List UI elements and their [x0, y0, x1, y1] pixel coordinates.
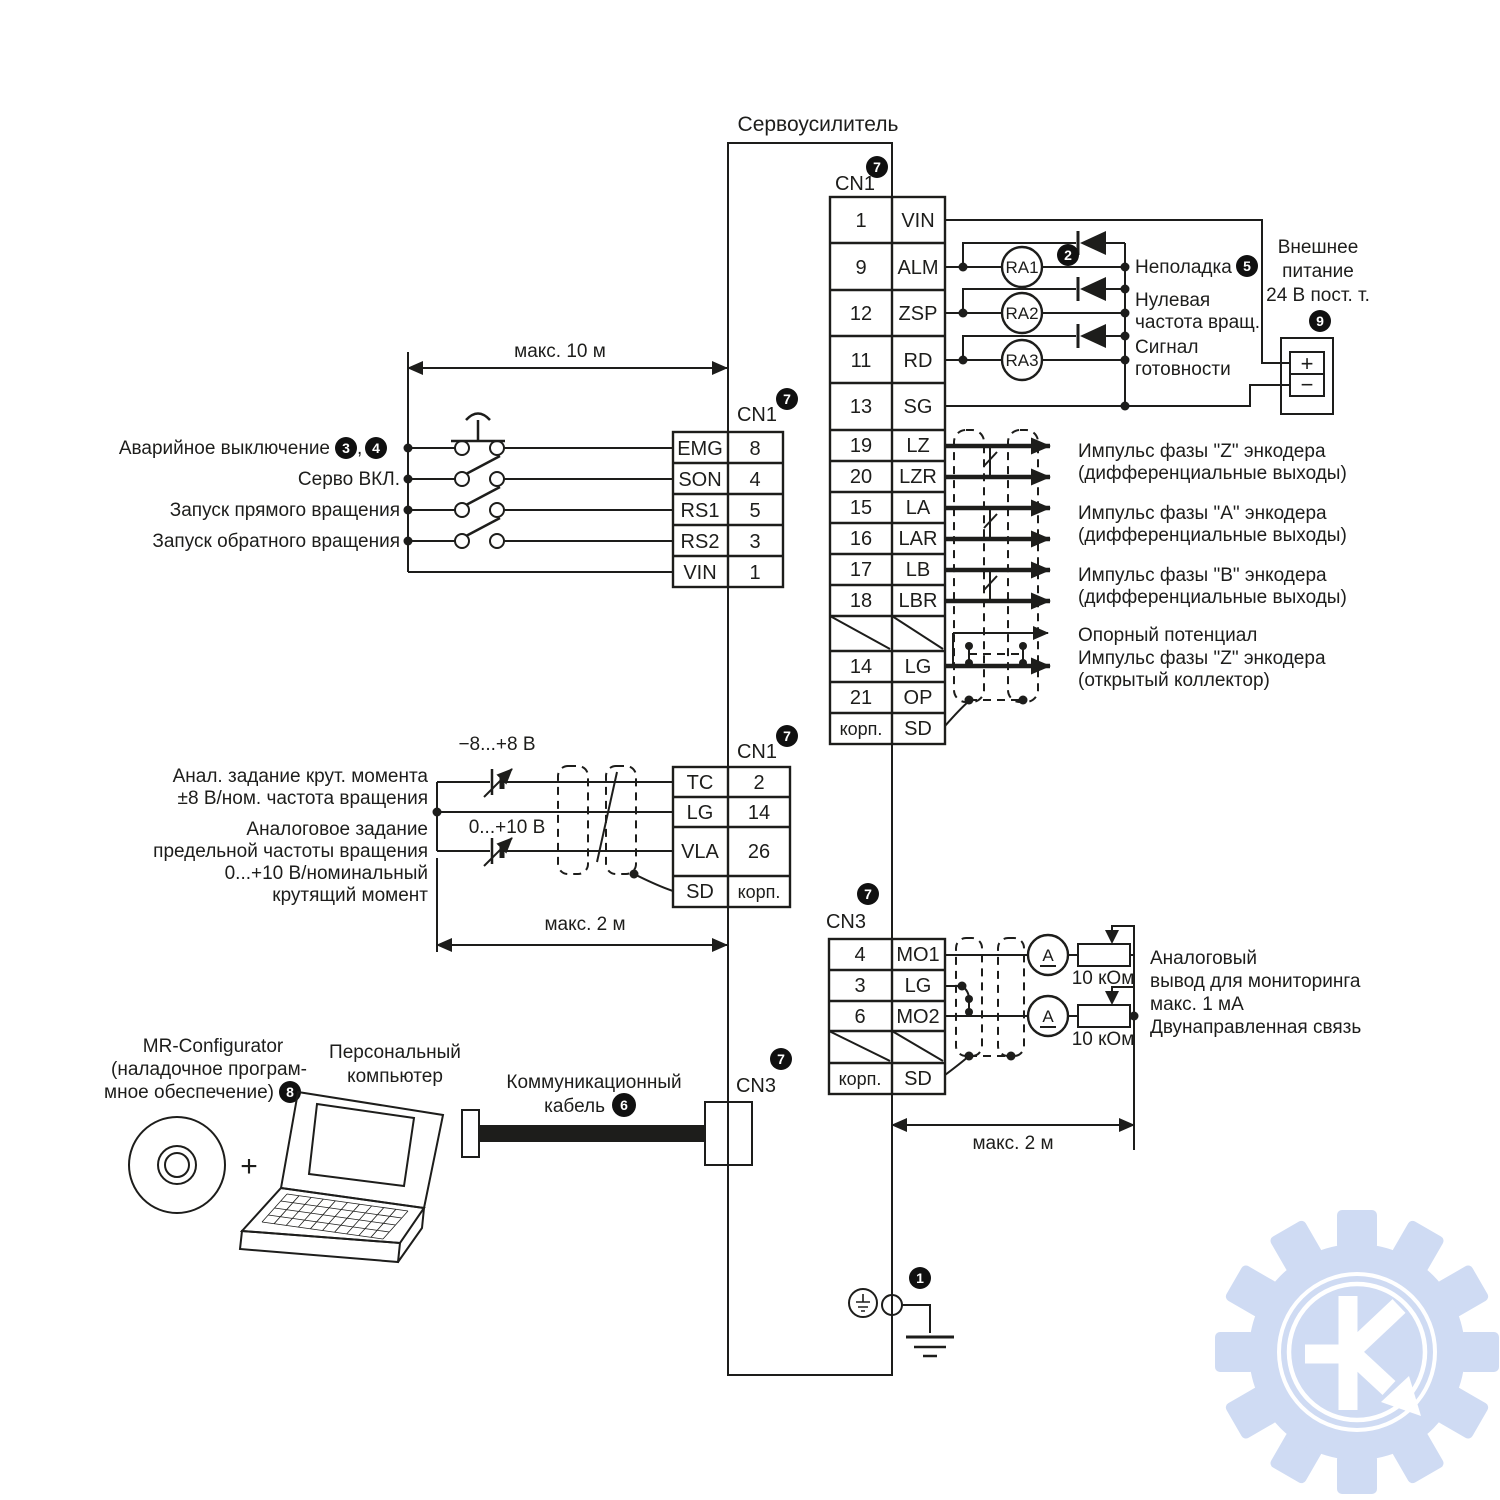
- personal-computer-label2: компьютер: [347, 1066, 443, 1087]
- analog-in-label2: ±8 В/ном. частота вращения: [177, 788, 428, 809]
- monitor-label1: Аналоговый: [1150, 948, 1258, 969]
- analog-input-section: [153, 734, 727, 952]
- signal: LZ: [906, 435, 930, 457]
- relay-ra2-label: RA2: [1005, 304, 1039, 323]
- signal: VLA: [681, 841, 719, 863]
- communication-cable: [479, 1125, 705, 1142]
- analog-in-label6: крутящий момент: [272, 885, 428, 906]
- cn1-mid-label: CN1: [736, 741, 778, 763]
- wiper-arrow: [1105, 930, 1119, 944]
- minus-terminal: −: [1300, 372, 1314, 397]
- servo-amplifier-title: Сервоусилитель: [737, 113, 899, 136]
- pin: 9: [855, 257, 867, 279]
- resistor-10k-icon: [1078, 1005, 1130, 1027]
- diode-icon: [1080, 324, 1106, 348]
- torque-range-label: −8...+8 В: [458, 734, 536, 755]
- pin: 13: [849, 396, 873, 418]
- comm-cable-label2: кабель: [544, 1096, 605, 1117]
- encoder-b-label: Импульс фазы "B" энкодера: [1078, 565, 1327, 586]
- analog-in-label5: 0...+10 В/номинальный: [224, 863, 428, 884]
- mr-configurator-label: MR-Configurator: [142, 1036, 284, 1057]
- signal: SD: [686, 881, 714, 903]
- pin: 19: [849, 435, 873, 457]
- pin: 15: [849, 497, 873, 519]
- pin: 17: [849, 559, 873, 581]
- ref-potential-label: Опорный потенциал: [1078, 625, 1258, 646]
- pin: 4: [749, 469, 761, 491]
- diode-icon: [1080, 231, 1106, 255]
- badge-7: 7: [783, 728, 791, 744]
- ready-label2: готовности: [1135, 359, 1231, 380]
- pin: корп.: [839, 719, 883, 739]
- external-power-supply: [1266, 237, 1370, 414]
- cable-plug-left: [462, 1110, 479, 1157]
- signal: MO2: [896, 1006, 940, 1028]
- cn1-left-label: CN1: [736, 404, 778, 426]
- analog-in-label1: Анал. задание крут. момента: [172, 766, 428, 787]
- cn1-mid-table: [673, 725, 798, 907]
- servo-on-switch-icon: [408, 456, 673, 486]
- signal: LG: [686, 802, 714, 824]
- signal: LG: [904, 656, 932, 678]
- reverse-run-switch-icon: [408, 518, 673, 548]
- open-collector-label2: (открытый коллектор): [1078, 670, 1270, 691]
- encoder-output-section: [945, 430, 1347, 726]
- pin: 14: [747, 802, 771, 824]
- reverse-run-label: Запуск обратного вращения: [152, 531, 400, 552]
- pin: 3: [854, 975, 866, 997]
- comm-cable-label1: Коммуникационный: [506, 1072, 682, 1093]
- analog-in-label4: предельной частоты вращения: [153, 841, 428, 862]
- estop-label: Аварийное выключение: [118, 438, 330, 459]
- pin: 2: [753, 772, 765, 794]
- pin: 12: [849, 303, 873, 325]
- cn1-left-table: [673, 388, 798, 587]
- ext-power-label1: Внешнее: [1277, 237, 1359, 258]
- encoder-b-label2: (дифференциальные выходы): [1078, 587, 1347, 608]
- pin: 20: [849, 466, 873, 488]
- cn3-table-label: CN3: [825, 911, 867, 933]
- wiper-arrow: [1105, 991, 1119, 1005]
- signal: LG: [904, 975, 932, 997]
- encoder-z-label: Импульс фазы "Z" энкодера: [1078, 441, 1326, 462]
- signal: LA: [905, 497, 931, 519]
- signal: SD: [904, 718, 932, 740]
- pin: 1: [749, 562, 761, 584]
- signal: RS1: [680, 500, 720, 522]
- badge-9: 9: [1316, 313, 1324, 329]
- plus-sign: +: [240, 1150, 258, 1183]
- ammeter-letter: A: [1042, 1007, 1054, 1026]
- earth-ground-icon: [906, 1337, 954, 1356]
- fault-label: Неполадка: [1135, 257, 1232, 278]
- pin: 8: [749, 438, 761, 460]
- pin: корп.: [737, 882, 781, 902]
- forward-run-label: Запуск прямого вращения: [169, 500, 400, 521]
- personal-computer-label1: Персональный: [329, 1042, 461, 1063]
- badge-7: 7: [777, 1051, 785, 1067]
- signal: LB: [905, 559, 931, 581]
- laptop-icon: [240, 1092, 443, 1262]
- cn1-main-label: CN1: [834, 173, 876, 195]
- signal: LBR: [898, 590, 938, 612]
- badge-2: 2: [1064, 247, 1072, 263]
- badge-7: 7: [873, 159, 881, 175]
- badge-8: 8: [286, 1084, 294, 1100]
- resistor-10k-icon: [1078, 944, 1130, 966]
- zero-speed-label: Нулевая: [1135, 290, 1211, 311]
- pin: 21: [849, 687, 873, 709]
- pin: 14: [849, 656, 873, 678]
- signal: SON: [678, 469, 722, 491]
- badge-5: 5: [1243, 258, 1251, 274]
- encoder-a-label: Импульс фазы "A" энкодера: [1078, 503, 1327, 524]
- ground-section: [849, 1267, 954, 1356]
- signal: TC: [686, 772, 714, 794]
- relay-output-section: [945, 220, 1290, 411]
- badge-6: 6: [620, 1097, 628, 1113]
- signal: VIN: [901, 210, 935, 232]
- pin: 18: [849, 590, 873, 612]
- analog-monitor-section: [892, 926, 1361, 1154]
- resistor-value-label: 10 кОм: [1071, 968, 1135, 989]
- signal: SD: [904, 1068, 932, 1090]
- pin: 16: [849, 528, 873, 550]
- plus-terminal: +: [1300, 351, 1314, 376]
- signal: VIN: [683, 562, 717, 584]
- pe-terminal-icon: [849, 1289, 877, 1317]
- encoder-a-label2: (дифференциальные выходы): [1078, 525, 1347, 546]
- pin: 4: [854, 944, 866, 966]
- signal: SG: [903, 396, 933, 418]
- dimension-2m-input-label: макс. 2 м: [544, 914, 626, 935]
- zero-speed-label2: частота вращ.: [1135, 312, 1261, 333]
- open-collector-label: Импульс фазы "Z" энкодера: [1078, 648, 1326, 669]
- signal: OP: [903, 687, 933, 709]
- servo-on-label: Серво ВКЛ.: [297, 469, 400, 490]
- signal: MO1: [896, 944, 940, 966]
- watermark-gear-logo: [1215, 1210, 1499, 1494]
- encoder-z-label2: (дифференциальные выходы): [1078, 463, 1347, 484]
- ext-power-label3: 24 В пост. т.: [1266, 285, 1370, 306]
- diode-icon: [1080, 277, 1106, 301]
- badge-3: 3: [342, 440, 350, 456]
- pin: 3: [749, 531, 761, 553]
- ext-power-label2: питание: [1282, 261, 1354, 282]
- signal: ZSP: [898, 303, 938, 325]
- ammeter-letter: A: [1042, 946, 1054, 965]
- signal: ALM: [897, 257, 939, 279]
- badge-4: 4: [372, 440, 380, 456]
- badge-7: 7: [864, 886, 872, 902]
- emergency-stop-switch-icon: [408, 414, 673, 456]
- software-label2: (наладочное програм-: [111, 1059, 307, 1080]
- forward-run-switch-icon: [408, 487, 673, 517]
- signal: EMG: [677, 438, 723, 460]
- sd-shield-link: [945, 701, 969, 726]
- pin: 5: [749, 500, 761, 522]
- monitor-label4: Двунаправленная связь: [1150, 1017, 1362, 1038]
- cn3-table: [826, 883, 945, 1094]
- dimension-10m-label: макс. 10 м: [514, 341, 606, 362]
- signal: LZR: [899, 466, 937, 488]
- signal: RD: [903, 350, 933, 372]
- pin: 26: [747, 841, 771, 863]
- estop-separator: ,: [357, 438, 363, 459]
- speed-range-label: 0...+10 В: [468, 817, 546, 838]
- signal: LAR: [898, 528, 938, 550]
- pin: 1: [855, 210, 867, 232]
- badge-1: 1: [916, 1270, 924, 1286]
- monitor-label3: макс. 1 мА: [1150, 994, 1244, 1015]
- pc-section: [104, 1036, 792, 1262]
- signal: RS2: [680, 531, 720, 553]
- pin: 6: [854, 1006, 866, 1028]
- keyboard-grid: [262, 1194, 408, 1239]
- software-label3: мное обеспечение): [104, 1082, 274, 1103]
- digital-input-section: [119, 341, 727, 572]
- ready-label: Сигнал: [1135, 337, 1199, 358]
- relay-ra1-label: RA1: [1005, 258, 1039, 277]
- cd-icon: [129, 1117, 225, 1213]
- sd-shield-link: [945, 1056, 969, 1075]
- cn1-main-table: [830, 156, 945, 744]
- pin: корп.: [838, 1069, 882, 1089]
- shield-to-sd: [634, 874, 673, 891]
- cn3-plug-label: CN3: [735, 1075, 777, 1097]
- relay-ra3-label: RA3: [1005, 351, 1039, 370]
- monitor-label2: вывод для мониторинга: [1150, 971, 1361, 992]
- badge-7: 7: [783, 391, 791, 407]
- dimension-2m-output-label: макс. 2 м: [972, 1133, 1054, 1154]
- pin: 11: [850, 350, 872, 372]
- analog-in-label3: Аналоговое задание: [246, 819, 428, 840]
- resistor-value-label: 10 кОм: [1071, 1029, 1135, 1050]
